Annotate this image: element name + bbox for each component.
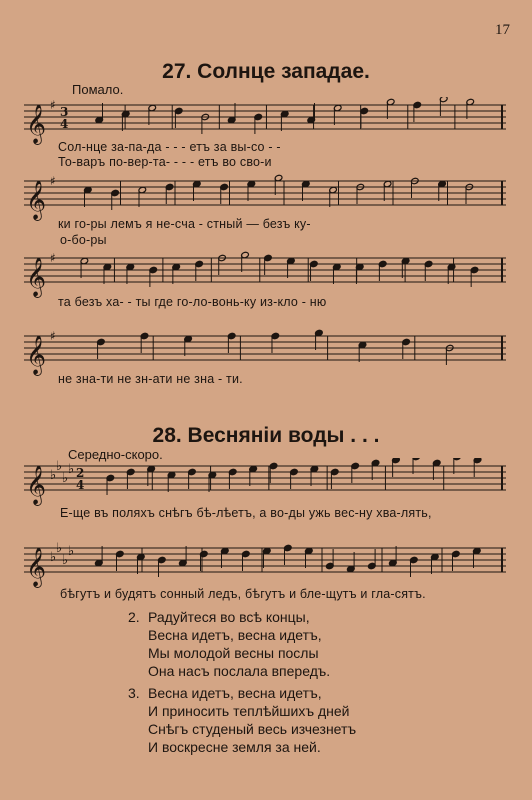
sharp-icon: ♯ [50,251,56,265]
sharp-icon: ♯ [50,329,56,343]
verse-number: 2. [128,609,140,625]
song-title: 27. Солнце западае. [162,60,370,83]
time-signature: 2 [76,466,85,480]
flat-icon: ♭ [68,544,75,559]
music-staff [20,540,510,590]
verse-line: 3. Весна идетъ, весна идетъ, [128,685,322,701]
lyrics-line: Е-ще въ поляхъ снѣгъ бѣ-лѣетъ, а во-ды ужь вес-ну хва-лять, [60,506,432,520]
time-signature: 4 [76,478,85,492]
verse-line: Мы молодой весны послы [148,645,319,661]
verse-line: Она насъ послала впередъ. [148,663,331,679]
sharp-icon: ♯ [50,98,56,112]
time-signature: 3 [60,105,69,119]
treble-clef-icon: 𝄞 [26,465,47,505]
verse-line: И приносить теплѣйшихъ дней [148,703,350,719]
flat-icon: ♭ [62,471,69,486]
lyrics-line: та безъ ха- - ты где го-ло-вонь-ку из-кло - ню [58,295,327,309]
treble-clef-icon: 𝄞 [26,547,47,587]
lyrics-line: не зна-ти не зн-ати не зна - ти. [58,372,243,386]
tempo-marking: Середно-скоро. [68,447,163,462]
verse-3 [128,684,356,756]
flat-icon: ♭ [68,462,75,477]
verse-line: И воскресне земля за ней. [148,739,321,755]
flat-icon: ♭ [50,550,57,565]
verse-number: 3. [128,685,140,701]
lyrics-line: ки го-ры лемъ я не-сча - стный — безъ ку- [58,217,311,231]
music-staff [20,458,510,508]
treble-clef-icon: 𝄞 [26,257,47,297]
music-staff [20,328,510,378]
verse-line: Весна идетъ, весна идетъ, [148,627,322,643]
lyrics-line: бѣгутъ и будятъ сонный ледъ, бѣгутъ и бле-щутъ и гла-сятъ. [60,587,426,601]
lyrics-line: о-бо-ры [60,233,107,247]
verse-line: 2. Радуйтеся во всѣ концы, [128,609,310,625]
flat-icon: ♭ [56,459,63,474]
sharp-icon: ♯ [50,174,56,188]
music-staff [20,173,510,223]
lyrics-line: Сол-нце за-па-да - - - етъ за вы-со - - [58,140,281,154]
page-number: 17 [495,22,510,38]
verse-line: Снѣгъ студеный весь изчезнетъ [148,721,357,737]
flat-icon: ♭ [62,553,69,568]
flat-icon: ♭ [50,468,57,483]
music-staff [20,250,510,300]
treble-clef-icon: 𝄞 [26,180,47,220]
treble-clef-icon: 𝄞 [26,335,47,375]
lyrics-line: То-варъ по-вер-та- - - - етъ во сво-и [58,155,272,169]
time-signature: 4 [60,117,69,131]
flat-icon: ♭ [56,541,63,556]
song-title: 28. Весняніи воды . . . [152,424,380,447]
tempo-marking: Помало. [72,82,124,97]
verse-2 [128,608,330,680]
treble-clef-icon: 𝄞 [26,104,47,144]
